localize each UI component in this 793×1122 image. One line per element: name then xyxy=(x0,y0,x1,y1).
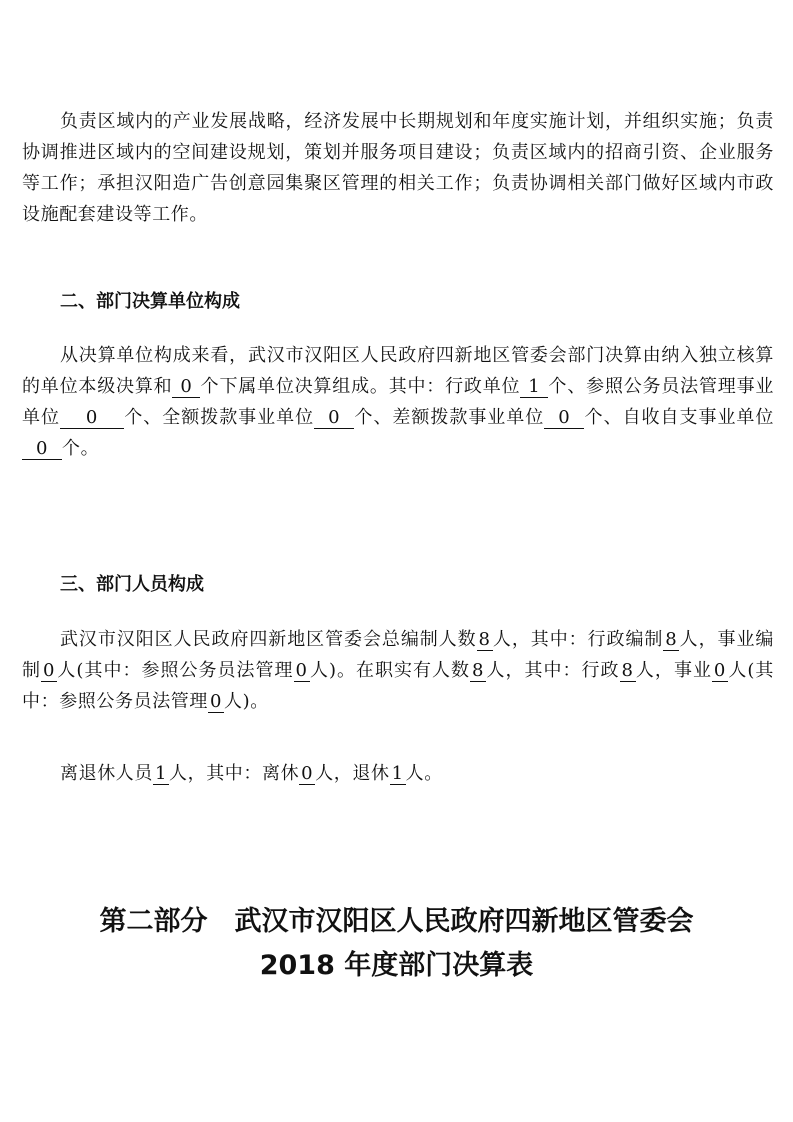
actual-ref-count: 0 xyxy=(209,691,223,712)
ref-staff-count: 0 xyxy=(295,660,308,681)
sub-units-count: 0 xyxy=(172,377,200,398)
part-two-title-line2: 2018 年度部门决算表 xyxy=(259,950,534,981)
actual-admin-count: 8 xyxy=(621,660,634,681)
retired-paragraph: 离退休人员 1 人，其中：离休 0 人，退休 1 人。 xyxy=(60,763,443,784)
actual-institution-count: 0 xyxy=(713,660,726,681)
full-funded-units-count: 0 xyxy=(314,408,354,429)
staff-composition-paragraph: 武汉市汉阳区人民政府四新地区管委会总编制人数 8 人，其中：行政编制 8 人，事业编制 0 人(其中：参照公务员法管理 0 人)。在职实有人数 8 人，其中：行政 8 人，事业 0 人(其中：参照公务员法管理 0 人)。 xyxy=(22,629,775,712)
ref-units-count: 0 xyxy=(60,408,124,429)
self-funded-units-count: 0 xyxy=(22,439,62,460)
lixiu-count: 0 xyxy=(301,763,314,784)
admin-units-count: 1 xyxy=(520,377,548,398)
section-heading-unit-composition: 二、部门决算单位构成 xyxy=(60,291,240,312)
tuixiu-count: 1 xyxy=(391,763,404,784)
institution-staff-count: 0 xyxy=(42,660,56,681)
actual-staff-count: 8 xyxy=(472,660,485,681)
diff-funded-units-count: 0 xyxy=(544,408,584,429)
retired-total-count: 1 xyxy=(154,763,168,784)
intro-paragraph: 负责区域内的产业发展战略，经济发展中长期规划和年度实施计划，并组织实施；负责协调推进区域内的空间建设规划，策划并服务项目建设；负责区域内的招商引资、企业服务等工作；承担汉阳造广告创意园集聚区管理的相关工作；负责协调相关部门做好区域内市政设施配套建设等工作。 xyxy=(22,111,774,225)
section-heading-staff-composition: 三、部门人员构成 xyxy=(60,574,204,595)
part-two-title-line1: 第二部分 武汉市汉阳区人民政府四新地区管委会 xyxy=(99,906,694,937)
unit-composition-paragraph: 从决算单位构成来看，武汉市汉阳区人民政府四新地区管委会部门决算由纳入独立核算的单位本级决算和 0 个下属单位决算组成。其中：行政单位 1 个、参照公务员法管理事业单位 0 个、全额拨款事业单位 0 个、差额拨款事业单位 0 个、自收自支事业单位0 个。 xyxy=(22,345,774,459)
admin-staff-count: 8 xyxy=(665,629,678,650)
total-staff-count: 8 xyxy=(478,629,491,650)
